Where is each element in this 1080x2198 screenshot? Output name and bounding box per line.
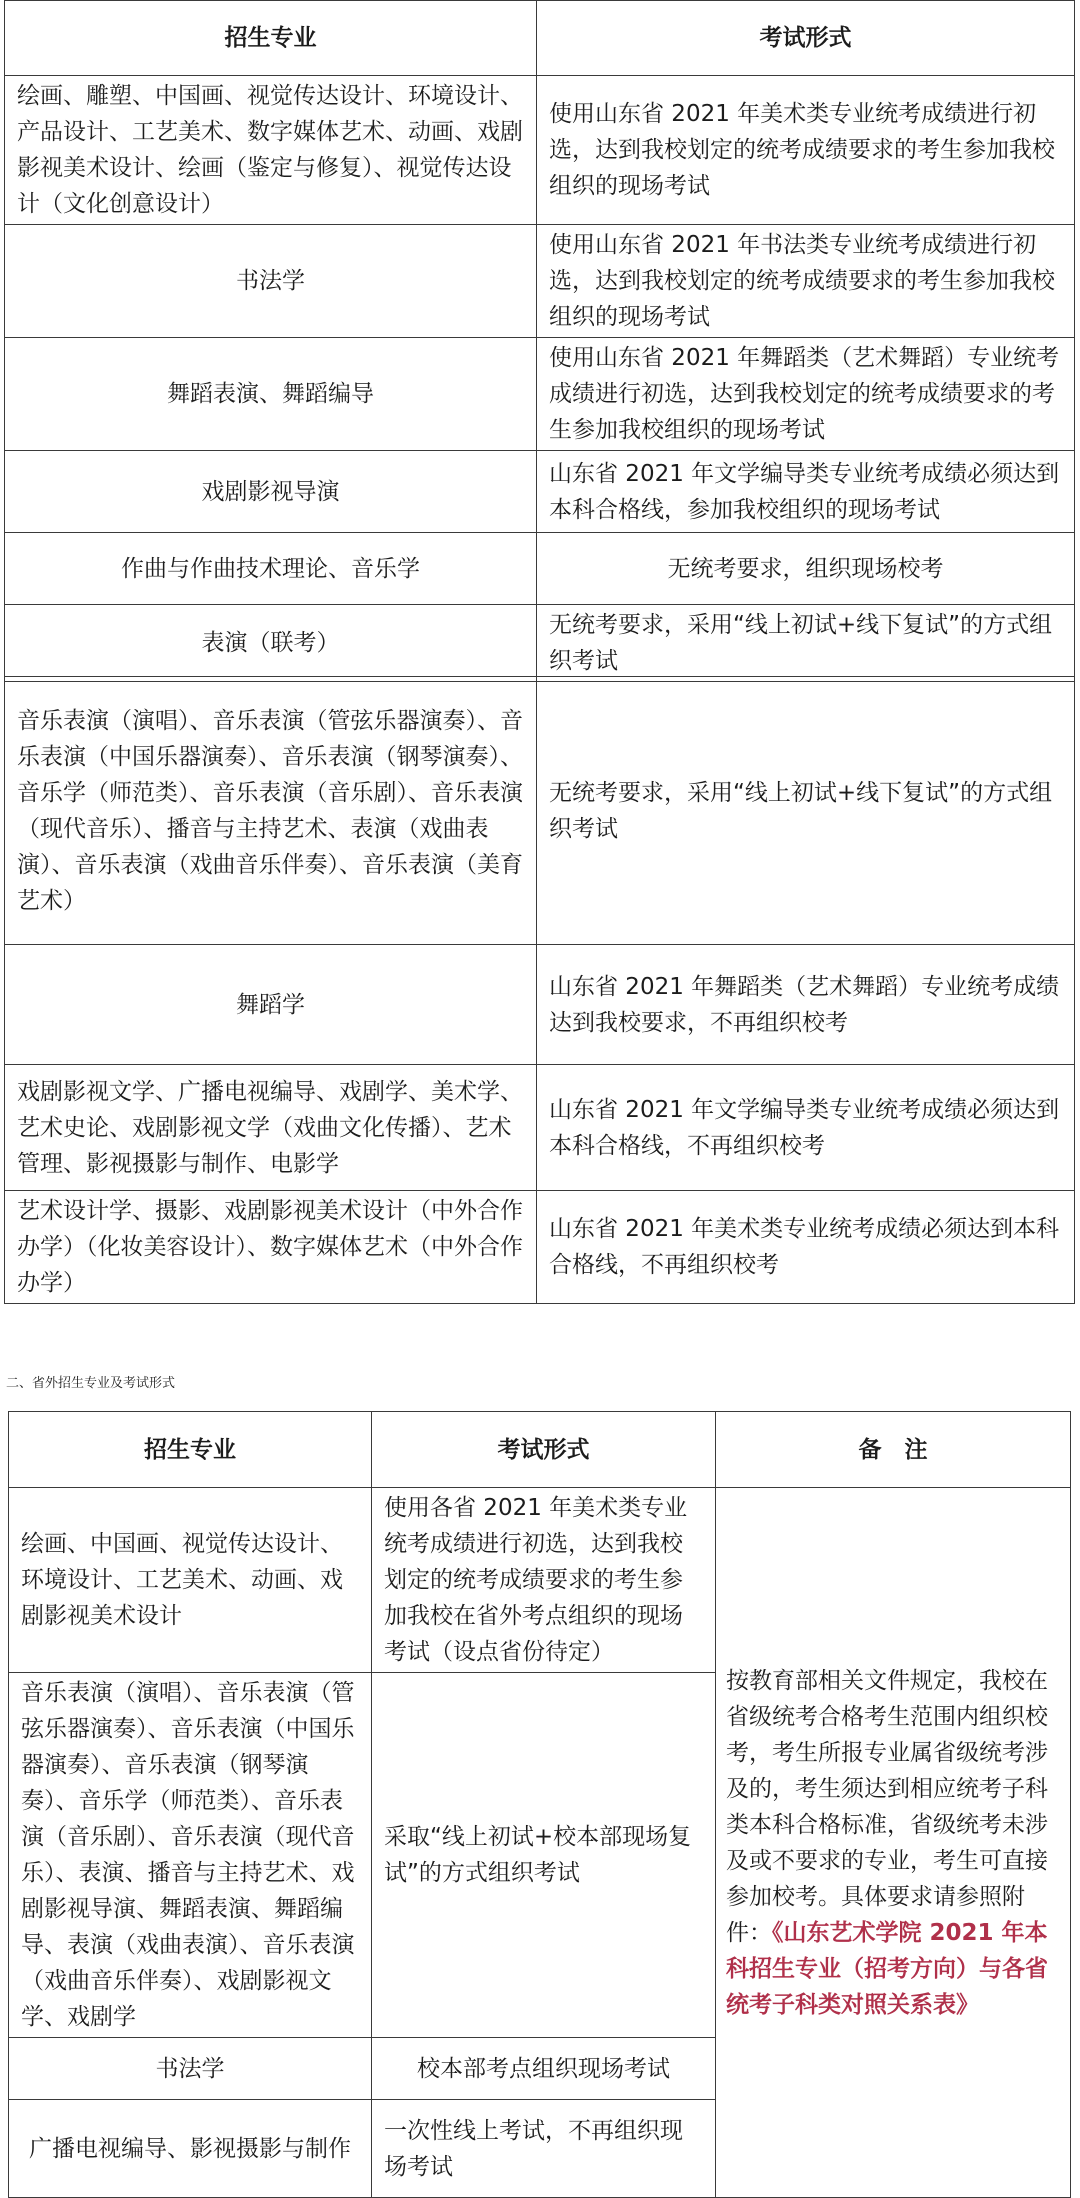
header-remarks: 备 注: [716, 1412, 1071, 1488]
attachment-link[interactable]: 《山东艺术学院 2021 年本科招生专业（招考方向）与各省统考子科类对照关系表》: [726, 1919, 1048, 2018]
major-cell: 广播电视编导、影视摄影与制作: [9, 2100, 372, 2198]
table-row: [5, 533, 1075, 605]
exam-cell: 山东省 2021 年美术类专业统考成绩必须达到本科合格线，不再组织校考: [537, 1191, 1075, 1304]
table-row: [5, 605, 1075, 682]
major-cell: 绘画、中国画、视觉传达设计、环境设计、工艺美术、动画、戏剧影视美术设计: [9, 1488, 372, 1673]
section-title: 二、省外招生专业及考试形式: [6, 1376, 176, 1391]
major-cell: 舞蹈表演、舞蹈编导: [5, 338, 537, 451]
table-row: [5, 76, 1075, 225]
table-row: [5, 1065, 1075, 1191]
major-cell: 书法学: [9, 2038, 372, 2100]
major-cell: 绘画、雕塑、中国画、视觉传达设计、环境设计、产品设计、工艺美术、数字媒体艺术、动画、戏剧影视美术设计、绘画（鉴定与修复）、视觉传达设计（文化创意设计）: [5, 76, 537, 225]
major-cell: 作曲与作曲技术理论、音乐学: [5, 533, 537, 605]
major-cell: 戏剧影视导演: [5, 451, 537, 533]
out-of-province-exam-table: [8, 1411, 1071, 2198]
exam-cell: 使用山东省 2021 年书法类专业统考成绩进行初选，达到我校划定的统考成绩要求的考生参加我校组织的现场考试: [537, 225, 1075, 338]
province-exam-table-part1: [4, 0, 1075, 682]
remarks-text: 按教育部相关文件规定，我校在省级统考合格考生范围内组织校考，考生所报专业属省级统考涉及的，考生须达到相应统考子科类本科合格标准，省级统考未涉及或不要求的专业，考生可直接参加校考。具体要求请参照附件：: [726, 1667, 1048, 1946]
table-row: [5, 1191, 1075, 1304]
major-cell: 舞蹈学: [5, 945, 537, 1065]
table-row: [5, 945, 1075, 1065]
major-cell: 音乐表演（演唱）、音乐表演（管弦乐器演奏）、音乐表演（中国乐器演奏）、音乐表演（钢琴演奏）、音乐学（师范类）、音乐表演（音乐剧）、音乐表演（现代音乐）、表演、播音与主持艺术、戏剧影视导演、舞蹈表演、舞蹈编导、表演（戏曲表演）、音乐表演（戏曲音乐伴奏）、戏剧影视文学、戏剧学: [9, 1673, 372, 2038]
major-cell: 表演（联考）: [5, 605, 537, 682]
table-row: [5, 677, 1075, 945]
header-exam-form: 考试形式: [537, 1, 1075, 76]
header-major: 招生专业: [5, 1, 537, 76]
exam-cell: 校本部考点组织现场考试: [372, 2038, 716, 2100]
exam-cell: 采取“线上初试+校本部现场复试”的方式组织考试: [372, 1673, 716, 2038]
header-major: 招生专业: [9, 1412, 372, 1488]
province-exam-table-part2: [4, 676, 1075, 1304]
major-cell: 戏剧影视文学、广播电视编导、戏剧学、美术学、艺术史论、戏剧影视文学（戏曲文化传播）、艺术管理、影视摄影与制作、电影学: [5, 1065, 537, 1191]
table-row: [9, 1488, 1071, 1673]
table-row: [5, 338, 1075, 451]
exam-cell: 一次性线上考试，不再组织现场考试: [372, 2100, 716, 2198]
exam-cell: 无统考要求，采用“线上初试+线下复试”的方式组织考试: [537, 605, 1075, 682]
exam-cell: 山东省 2021 年文学编导类专业统考成绩必须达到本科合格线，参加我校组织的现场考试: [537, 451, 1075, 533]
exam-cell: 山东省 2021 年文学编导类专业统考成绩必须达到本科合格线，不再组织校考: [537, 1065, 1075, 1191]
table-row: [5, 225, 1075, 338]
exam-cell: 使用山东省 2021 年舞蹈类（艺术舞蹈）专业统考成绩进行初选，达到我校划定的统考成绩要求的考生参加我校组织的现场考试: [537, 338, 1075, 451]
major-cell: 书法学: [5, 225, 537, 338]
exam-cell: 使用各省 2021 年美术类专业统考成绩进行初选，达到我校划定的统考成绩要求的考生参加我校在省外考点组织的现场考试（设点省份待定）: [372, 1488, 716, 1673]
exam-cell: 使用山东省 2021 年美术类专业统考成绩进行初选，达到我校划定的统考成绩要求的考生参加我校组织的现场考试: [537, 76, 1075, 225]
table-row: [5, 451, 1075, 533]
major-cell: 音乐表演（演唱）、音乐表演（管弦乐器演奏）、音乐表演（中国乐器演奏）、音乐表演（钢琴演奏）、音乐学（师范类）、音乐表演（音乐剧）、音乐表演（现代音乐）、播音与主持艺术、表演（戏曲表演）、音乐表演（戏曲音乐伴奏）、音乐表演（美育艺术）: [5, 677, 537, 945]
exam-cell: 无统考要求，组织现场校考: [537, 533, 1075, 605]
exam-cell: 山东省 2021 年舞蹈类（艺术舞蹈）专业统考成绩达到我校要求，不再组织校考: [537, 945, 1075, 1065]
header-exam-form: 考试形式: [372, 1412, 716, 1488]
exam-cell: 无统考要求，采用“线上初试+线下复试”的方式组织考试: [537, 677, 1075, 945]
remarks-cell: [716, 1488, 1071, 2198]
major-cell: 艺术设计学、摄影、戏剧影视美术设计（中外合作办学）（化妆美容设计）、数字媒体艺术（中外合作办学）: [5, 1191, 537, 1304]
